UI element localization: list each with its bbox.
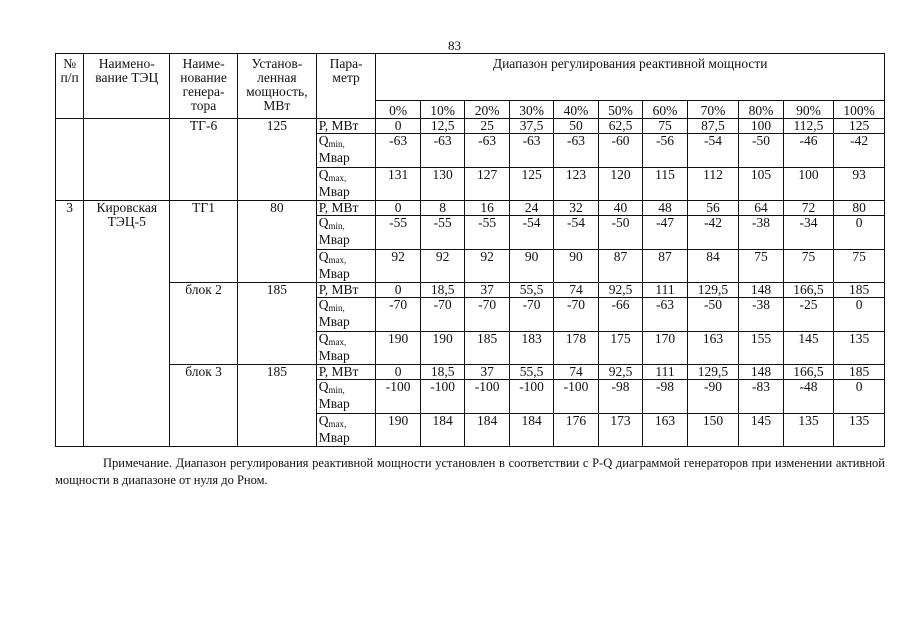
value-cell: -63 — [376, 134, 420, 168]
value-cell: -42 — [687, 216, 739, 250]
value-cell: -47 — [643, 216, 687, 250]
value-cell: 175 — [598, 332, 642, 365]
value-cell: 92,5 — [598, 365, 642, 380]
value-cell: -70 — [554, 298, 598, 332]
value-cell: 130 — [420, 168, 464, 201]
generator-name: ТГ-6 — [170, 119, 238, 201]
value-cell: 0 — [376, 365, 420, 380]
param-qmin — [316, 216, 376, 250]
value-cell: 100 — [783, 168, 834, 201]
value-cell: 155 — [739, 332, 783, 365]
param-label: P, МВт — [318, 282, 359, 297]
param-subscript: max, — [328, 419, 347, 429]
param-subscript: min, — [328, 221, 345, 231]
value-cell: 40 — [598, 201, 642, 216]
header-no: № п/п — [56, 54, 84, 119]
param-subscript: min, — [328, 385, 345, 395]
value-cell: 184 — [465, 414, 509, 447]
percent-header: 50% — [598, 101, 642, 119]
value-cell: -25 — [783, 298, 834, 332]
value-cell: 178 — [554, 332, 598, 365]
param-unit: Мвар — [318, 314, 350, 329]
percent-header: 0% — [376, 101, 420, 119]
param-label: P, МВт — [318, 200, 359, 215]
value-cell: -50 — [687, 298, 739, 332]
value-cell: -66 — [598, 298, 642, 332]
value-cell: 75 — [643, 119, 687, 134]
percent-header: 80% — [739, 101, 783, 119]
param-subscript: max, — [328, 255, 347, 265]
value-cell: -54 — [554, 216, 598, 250]
param-symbol: Q — [318, 215, 329, 230]
value-cell: 92 — [420, 250, 464, 283]
value-cell: 0 — [834, 298, 885, 332]
value-cell: 74 — [554, 365, 598, 380]
percent-header: 10% — [420, 101, 464, 119]
param-unit: Мвар — [318, 430, 350, 445]
percent-header: 30% — [509, 101, 553, 119]
value-cell: -63 — [509, 134, 553, 168]
value-cell: 131 — [376, 168, 420, 201]
value-cell: 93 — [834, 168, 885, 201]
page-number: 83 — [448, 38, 461, 53]
value-cell: 90 — [554, 250, 598, 283]
header-generator-name: Наиме-нование генера-тора — [170, 54, 238, 119]
value-cell: 75 — [783, 250, 834, 283]
value-cell: -100 — [509, 380, 553, 414]
header-tec-name: Наимено-вание ТЭЦ — [84, 54, 170, 119]
param-unit: Мвар — [318, 266, 350, 281]
value-cell: 115 — [643, 168, 687, 201]
header-parameter: Пара-метр — [316, 54, 376, 119]
value-cell: 120 — [598, 168, 642, 201]
row-number — [56, 119, 84, 201]
value-cell: -54 — [509, 216, 553, 250]
percent-header: 100% — [834, 101, 885, 119]
value-cell: -38 — [739, 216, 783, 250]
installed-capacity: 185 — [237, 283, 316, 365]
installed-capacity: 80 — [237, 201, 316, 283]
value-cell: -34 — [783, 216, 834, 250]
param-qmax — [316, 250, 376, 283]
value-cell: 84 — [687, 250, 739, 283]
value-cell: 0 — [376, 119, 420, 134]
param-symbol: Q — [318, 379, 329, 394]
value-cell: 145 — [739, 414, 783, 447]
value-cell: 135 — [783, 414, 834, 447]
value-cell: 56 — [687, 201, 739, 216]
value-cell: -83 — [739, 380, 783, 414]
value-cell: -100 — [554, 380, 598, 414]
value-cell: 190 — [420, 332, 464, 365]
param-symbol: Q — [318, 133, 329, 148]
tec-name — [84, 119, 170, 201]
value-cell: 145 — [783, 332, 834, 365]
value-cell: 112,5 — [783, 119, 834, 134]
value-cell: 92,5 — [598, 283, 642, 298]
value-cell: -70 — [376, 298, 420, 332]
param-symbol: Q — [318, 413, 329, 428]
param-p — [316, 365, 376, 380]
table-row — [56, 365, 885, 380]
param-subscript: min, — [328, 303, 345, 313]
value-cell: 135 — [834, 332, 885, 365]
value-cell: 75 — [739, 250, 783, 283]
value-cell: 50 — [554, 119, 598, 134]
value-cell: 0 — [376, 201, 420, 216]
value-cell: -55 — [465, 216, 509, 250]
value-cell: -70 — [420, 298, 464, 332]
value-cell: 173 — [598, 414, 642, 447]
param-qmax — [316, 332, 376, 365]
generator-name: ТГ1 — [170, 201, 238, 283]
table-row — [56, 283, 885, 298]
value-cell: 90 — [509, 250, 553, 283]
value-cell: -56 — [643, 134, 687, 168]
param-subscript: min, — [328, 139, 345, 149]
value-cell: 166,5 — [783, 365, 834, 380]
value-cell: 37 — [465, 283, 509, 298]
value-cell: 55,5 — [509, 365, 553, 380]
value-cell: 37,5 — [509, 119, 553, 134]
percent-header: 70% — [687, 101, 739, 119]
value-cell: 125 — [509, 168, 553, 201]
percent-header: 90% — [783, 101, 834, 119]
installed-capacity: 185 — [237, 365, 316, 447]
value-cell: -98 — [598, 380, 642, 414]
param-symbol: Q — [318, 167, 329, 182]
value-cell: -63 — [465, 134, 509, 168]
param-qmin — [316, 298, 376, 332]
param-subscript: max, — [328, 337, 347, 347]
header-installed-capacity: Установ-ленная мощность, МВт — [237, 54, 316, 119]
table-row — [56, 119, 885, 134]
value-cell: 127 — [465, 168, 509, 201]
value-cell: 125 — [834, 119, 885, 134]
value-cell: 129,5 — [687, 283, 739, 298]
value-cell: 16 — [465, 201, 509, 216]
value-cell: -42 — [834, 134, 885, 168]
value-cell: 80 — [834, 201, 885, 216]
value-cell: 24 — [509, 201, 553, 216]
value-cell: 25 — [465, 119, 509, 134]
value-cell: -63 — [554, 134, 598, 168]
value-cell: 37 — [465, 365, 509, 380]
param-symbol: Q — [318, 297, 329, 312]
value-cell: -46 — [783, 134, 834, 168]
param-qmin — [316, 380, 376, 414]
value-cell: 170 — [643, 332, 687, 365]
reactive-power-table — [55, 53, 885, 447]
param-symbol: Q — [318, 331, 329, 346]
percent-header: 20% — [465, 101, 509, 119]
value-cell: 190 — [376, 332, 420, 365]
param-unit: Мвар — [318, 184, 350, 199]
value-cell: 148 — [739, 365, 783, 380]
value-cell: 184 — [509, 414, 553, 447]
param-p — [316, 119, 376, 134]
value-cell: 0 — [834, 380, 885, 414]
value-cell: 163 — [687, 332, 739, 365]
value-cell: -70 — [509, 298, 553, 332]
value-cell: 190 — [376, 414, 420, 447]
value-cell: 18,5 — [420, 365, 464, 380]
percent-header: 60% — [643, 101, 687, 119]
param-subscript: max, — [328, 173, 347, 183]
param-qmin — [316, 134, 376, 168]
value-cell: -38 — [739, 298, 783, 332]
value-cell: 148 — [739, 283, 783, 298]
param-label: P, МВт — [318, 364, 359, 379]
value-cell: -60 — [598, 134, 642, 168]
value-cell: 64 — [739, 201, 783, 216]
value-cell: 183 — [509, 332, 553, 365]
value-cell: 72 — [783, 201, 834, 216]
value-cell: -55 — [420, 216, 464, 250]
value-cell: 105 — [739, 168, 783, 201]
value-cell: -100 — [420, 380, 464, 414]
param-unit: Мвар — [318, 396, 350, 411]
value-cell: -63 — [643, 298, 687, 332]
value-cell: -70 — [465, 298, 509, 332]
param-qmax — [316, 168, 376, 201]
value-cell: 166,5 — [783, 283, 834, 298]
value-cell: 184 — [420, 414, 464, 447]
value-cell: 75 — [834, 250, 885, 283]
value-cell: 48 — [643, 201, 687, 216]
value-cell: -50 — [598, 216, 642, 250]
param-qmax — [316, 414, 376, 447]
param-unit: Мвар — [318, 348, 350, 363]
row-number: 3 — [56, 201, 84, 447]
value-cell: 163 — [643, 414, 687, 447]
value-cell: 0 — [834, 216, 885, 250]
param-p — [316, 201, 376, 216]
param-symbol: Q — [318, 249, 329, 264]
percent-header: 40% — [554, 101, 598, 119]
param-unit: Мвар — [318, 232, 350, 247]
value-cell: -98 — [643, 380, 687, 414]
value-cell: -54 — [687, 134, 739, 168]
value-cell: 62,5 — [598, 119, 642, 134]
value-cell: 185 — [465, 332, 509, 365]
value-cell: 111 — [643, 365, 687, 380]
value-cell: -63 — [420, 134, 464, 168]
value-cell: 32 — [554, 201, 598, 216]
value-cell: 87 — [598, 250, 642, 283]
value-cell: 55,5 — [509, 283, 553, 298]
param-label: P, МВт — [318, 118, 359, 133]
value-cell: 87 — [643, 250, 687, 283]
param-unit: Мвар — [318, 150, 350, 165]
value-cell: -90 — [687, 380, 739, 414]
value-cell: -50 — [739, 134, 783, 168]
value-cell: 92 — [465, 250, 509, 283]
generator-name: блок 2 — [170, 283, 238, 365]
value-cell: -100 — [376, 380, 420, 414]
table-row — [56, 201, 885, 216]
footnote: Примечание. Диапазон регулирования реактивной мощности установлен в соответствии с P-Q диаграммой генераторов при изменении активной мощности в диапазоне от нуля до Pном. — [55, 456, 885, 487]
value-cell: 185 — [834, 365, 885, 380]
value-cell: 18,5 — [420, 283, 464, 298]
value-cell: 12,5 — [420, 119, 464, 134]
value-cell: 150 — [687, 414, 739, 447]
installed-capacity: 125 — [237, 119, 316, 201]
value-cell: 92 — [376, 250, 420, 283]
value-cell: 176 — [554, 414, 598, 447]
generator-name: блок 3 — [170, 365, 238, 447]
param-p — [316, 283, 376, 298]
value-cell: 100 — [739, 119, 783, 134]
value-cell: -48 — [783, 380, 834, 414]
value-cell: 111 — [643, 283, 687, 298]
value-cell: 129,5 — [687, 365, 739, 380]
value-cell: 135 — [834, 414, 885, 447]
value-cell: 185 — [834, 283, 885, 298]
header-regulation-range: Диапазон регулирования реактивной мощности — [376, 54, 885, 101]
value-cell: 0 — [376, 283, 420, 298]
value-cell: -55 — [376, 216, 420, 250]
value-cell: 8 — [420, 201, 464, 216]
value-cell: 123 — [554, 168, 598, 201]
value-cell: 112 — [687, 168, 739, 201]
value-cell: -100 — [465, 380, 509, 414]
value-cell: 74 — [554, 283, 598, 298]
value-cell: 87,5 — [687, 119, 739, 134]
tec-name: Кировская ТЭЦ-5 — [84, 201, 170, 447]
